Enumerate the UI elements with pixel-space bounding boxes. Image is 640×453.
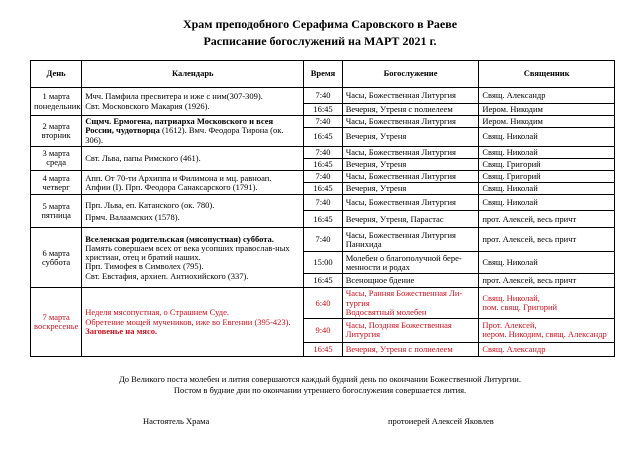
service-cell: Вечерня, Утреня [342,183,479,195]
footnote-line: Постом в будние дни по окончании утреннего богослужения совершается лития. [173,385,467,395]
day-weekday: суббота [42,256,71,267]
table-row [31,116,615,128]
service-cell: Вечерня, Утреня [342,158,479,170]
calendar-text: Прп. Тимофея в Символех (795). [85,261,204,272]
day-date: 3 марта [42,148,70,159]
priest-cell: Свящ. Александр [479,88,615,104]
col-service-header: Богослужение [342,61,479,88]
table-row [31,288,615,319]
time-cell: 7:40 [304,116,342,128]
service-cell: Вечерня, Утреня с полиелеем [342,342,479,356]
day-weekday: воскресенье [34,321,79,332]
priest-cell: Свящ. Николай [479,146,615,158]
time-cell: 16:45 [304,104,342,116]
service-cell: Вечерня, Утреня [342,128,479,146]
service-cell: Всенощное бдение [342,274,479,288]
time-cell: 16:45 [304,274,342,288]
day-cell [31,116,82,147]
priest-cell: прот. Алексей, весь причт [479,274,615,288]
day-date: 2 марта [42,120,70,131]
table-row [31,146,615,158]
day-date: 4 марта [42,172,70,183]
calendar-cell [82,288,304,357]
table-header-row [31,61,615,88]
priest-cell: Свящ. Николай [479,183,615,195]
day-date: 7 марта [42,311,70,322]
priest-cell: Иером. Никодим [479,104,615,116]
calendar-cell [82,228,304,288]
calendar-text: Апфии (I). Прп. Феодора Санаксарского (1791). [85,181,258,192]
time-cell: 16:45 [304,183,342,195]
priest-cell [479,288,615,319]
priest-text: Свящ. Николай, [482,292,540,303]
calendar-text: (1612). Вмч. Феодора Тирона (ок. 306). [85,125,284,145]
day-cell [31,195,82,228]
footnote-line: До Великого поста молебен и лития совершаются каждый будний день по окончании Божественной Литургии. [119,374,521,384]
table-row [31,171,615,183]
col-priest-header: Священник [479,61,615,88]
time-cell: 15:00 [304,252,342,274]
signature-name: протоиерей Алексей Яковлев [388,416,494,426]
calendar-cell [82,195,304,228]
calendar-text: Апп. От 70-ти Архиппа и Филимона и мц. равноап. [85,172,272,183]
time-cell: 16:45 [304,158,342,170]
priest-text: пом. свящ. Григорий [482,302,558,313]
col-calendar-header: Календарь [82,61,304,88]
service-cell: Часы, Божественная Литургия [342,146,479,158]
day-cell [31,88,82,116]
service-cell [342,288,479,319]
calendar-cell [82,116,304,147]
priest-cell: прот. Алексей, весь причт [479,211,615,228]
day-cell [31,288,82,357]
service-cell: Часы, Божественная Литургия [342,171,479,183]
day-cell [31,146,82,170]
day-weekday: вторник [41,129,71,140]
day-cell [31,171,82,195]
priest-cell: Свящ. Николай [479,195,615,211]
calendar-cell [82,171,304,195]
calendar-cell [82,88,304,116]
time-cell: 7:40 [304,146,342,158]
calendar-cell: Свт. Льва, папы Римского (461). [82,146,304,170]
calendar-text: Свт. Московского Макария (1926). [85,100,210,111]
priest-cell: Иером. Никодим [479,116,615,128]
calendar-text: Мчч. Памфила пресвитера и иже с ним(307-309). [85,91,263,102]
time-cell: 7:40 [304,195,342,211]
priest-cell: Свящ. Николай [479,252,615,274]
calendar-text: Прмч. Валаамских (1578). [85,211,180,222]
calendar-feast: Заговенье на мясо. [85,325,158,336]
priest-cell: Свящ. Григорий [479,158,615,170]
priest-cell: прот. Алексей, весь причт [479,228,615,252]
time-cell: 7:40 [304,171,342,183]
service-cell: Вечерня, Утреня с полиелеем [342,104,479,116]
calendar-text: Обретение мощей мучеников, иже во Евгении (395-423). [85,316,291,327]
calendar-text: Память совершаем всех от века усопших православ-ных христиан, отец и братий наших. [85,243,290,263]
table-row [31,88,615,104]
service-cell: Вечерня, Утреня, Парастас [342,211,479,228]
service-cell: Часы, Божественная Литургия [342,88,479,104]
service-cell: Часы, Божественная Литургия Панихида [342,228,479,252]
calendar-text: Свт. Евстафия, архиеп. Антиохийского (337). [85,270,249,281]
time-cell: 16:45 [304,128,342,146]
day-date: 6 марта [42,247,70,258]
service-text: Часы, Ранняя Божественная Ли-тургия [345,288,463,308]
calendar-text: Неделя мясопустная, о Страшнем Суде. [85,307,230,318]
table-row [31,195,615,211]
time-cell: 9:40 [304,318,342,342]
service-text: Водосвятный молебен [345,306,427,317]
day-weekday: понедельник [34,100,81,111]
time-cell: 7:40 [304,88,342,104]
day-weekday: среда [46,157,66,168]
day-weekday: пятница [41,210,71,221]
day-cell [31,228,82,288]
church-title: Храм преподобного Серафима Саровского в Раеве [182,17,458,31]
priest-text: Прот. Алексей, [482,320,537,331]
time-cell: 16:45 [304,342,342,356]
table-row [31,228,615,252]
signature-title: Настоятель Храма [143,416,210,426]
priest-cell: Свящ. Николай [479,128,615,146]
priest-text: иером. Никодим, свящ. Александр [482,329,607,340]
calendar-feast: Сщмч. Ермогена, патриарха Московского и всея России, чудотворца [85,116,274,136]
service-cell: Часы, Божественная Литургия [342,195,479,211]
day-date: 1 марта [42,91,70,102]
day-date: 5 марта [42,201,70,212]
service-cell: Молебен о благополучной бере-менности и родах [342,252,479,274]
schedule-table [30,60,615,357]
time-cell: 7:40 [304,228,342,252]
time-cell: 16:45 [304,211,342,228]
priest-cell [479,318,615,342]
time-cell: 6:40 [304,288,342,319]
col-time-header: Время [304,61,342,88]
priest-cell: Свящ. Александр [479,342,615,356]
calendar-text: Прп. Льва, еп. Катанского (ок. 780). [85,199,215,210]
priest-cell: Свящ. Григорий [479,171,615,183]
service-cell: Часы, Божественная Литургия [342,116,479,128]
service-cell: Часы, Поздняя Божественная Литургия [342,318,479,342]
calendar-feast: Вселенская родительская (мясопустная) суббота. [85,233,274,244]
day-weekday: четверг [42,181,70,192]
col-day-header: День [31,61,82,88]
schedule-title: Расписание богослужений на МАРТ 2021 г. [203,34,437,48]
